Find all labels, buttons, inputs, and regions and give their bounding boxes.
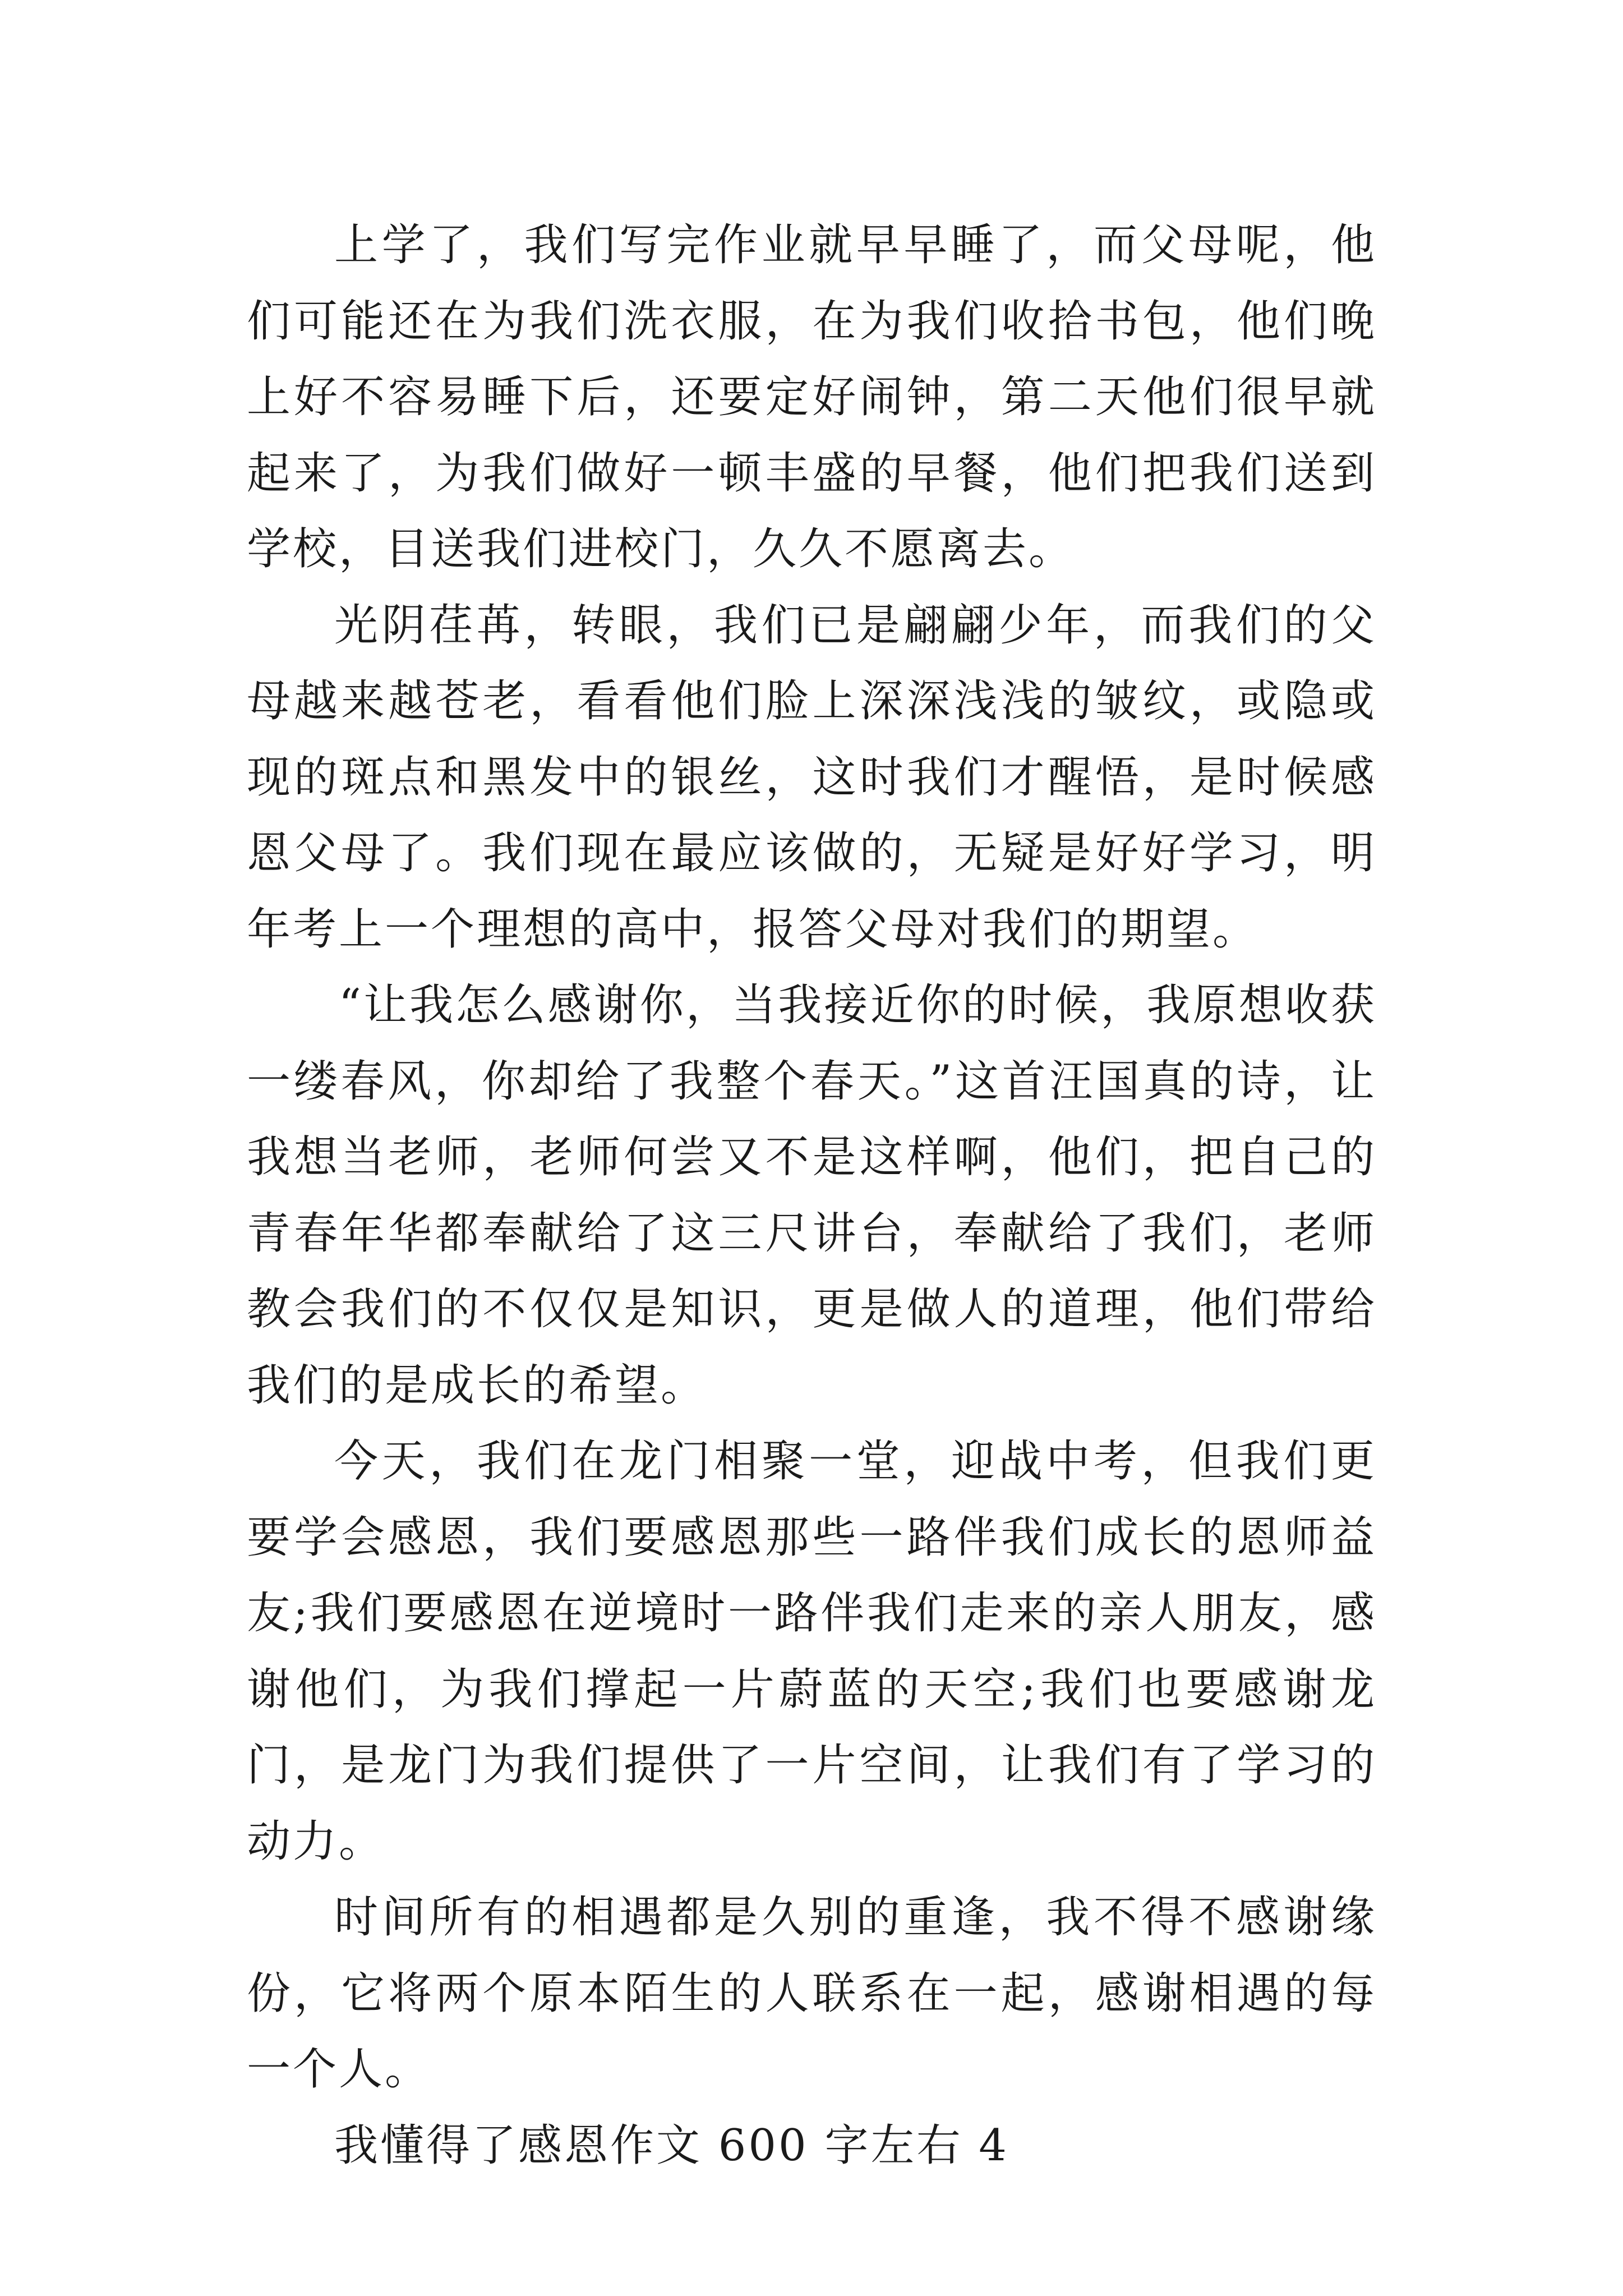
- paragraph-teachers-poem: “让我怎么感谢你，当我接近你的时候，我原想收获一缕春风，你却给了我整个春天。”这首汪国真的诗，让我想当老师，老师何尝又不是这样啊，他们，把自己的青春年华都奉献给了这三尺讲台，奉献给了我们，老师教会我们的不仅仅是知识，更是做人的道理，他们带给我们的是成长的希望。: [247, 980, 1377, 1411]
- document-body: [247, 208, 1377, 2184]
- paragraph-encounters: 时间所有的相遇都是久别的重逢，我不得不感谢缘份，它将两个原本陌生的人联系在一起，感谢相遇的每一个人。: [247, 1892, 1377, 2095]
- paragraph-time-passes: 光阴荏苒，转眼，我们已是翩翩少年，而我们的父母越来越苍老，看看他们脸上深深浅浅的皱纹，或隐或现的斑点和黑发中的银丝，这时我们才醒悟，是时候感恩父母了。我们现在最应该做的，无疑是好好学习，明年考上一个理想的高中，报答父母对我们的期望。: [247, 600, 1377, 955]
- paragraph-parents-care: 上学了，我们写完作业就早早睡了，而父母呢，他们可能还在为我们洗衣服，在为我们收拾书包，他们晚上好不容易睡下后，还要定好闹钟，第二天他们很早就起来了，为我们做好一顿丰盛的早餐，他们把我们送到学校，目送我们进校门，久久不愿离去。: [247, 220, 1377, 574]
- paragraph-longmen-gratitude: 今天，我们在龙门相聚一堂，迎战中考，但我们更要学会感恩，我们要感恩那些一路伴我们成长的恩师益友;我们要感恩在逆境时一路伴我们走来的亲人朋友，感谢他们，为我们撑起一片蔚蓝的天空;我们也要感谢龙门，是龙门为我们提供了一片空间，让我们有了学习的动力。: [247, 1436, 1377, 1867]
- section-heading: 我懂得了感恩作文 600 字左右 4: [334, 2120, 1009, 2171]
